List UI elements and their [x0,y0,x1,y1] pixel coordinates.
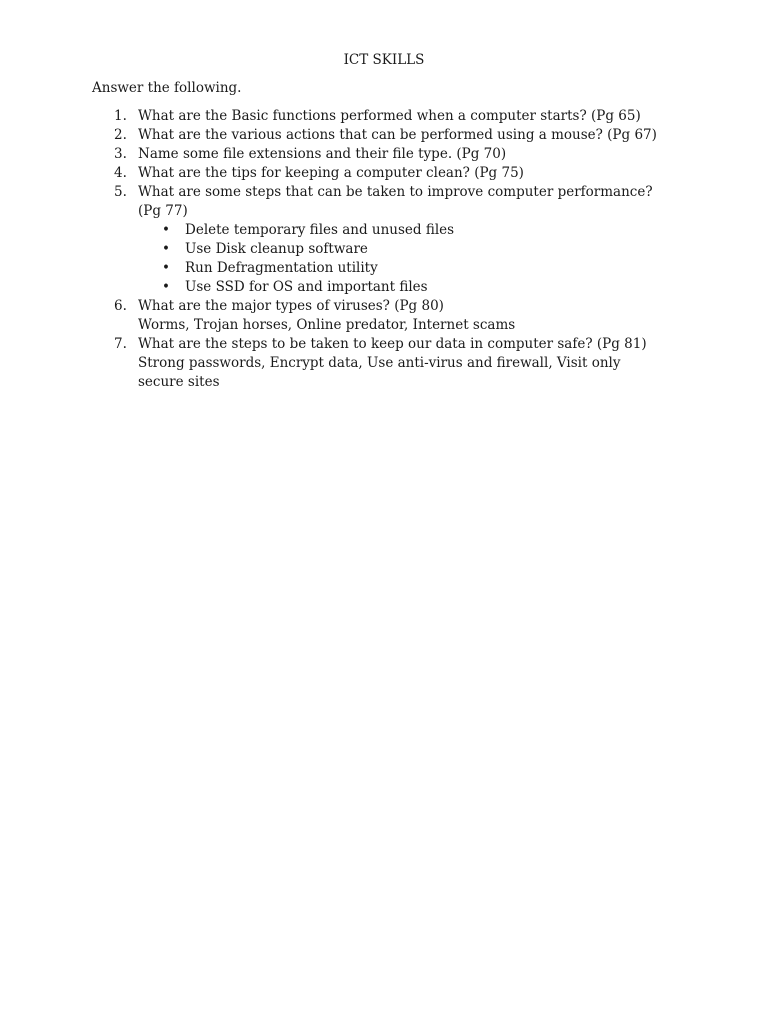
answer-text: Strong passwords, Encrypt data, Use anti-virus and firewall, Visit only secure sites [138,355,621,390]
bullet-text: Delete temporary files and unused files [185,222,455,238]
question-text: What are the steps to be taken to keep our data in computer safe? (Pg 81) [138,336,647,352]
bullet-marker: • [162,260,170,276]
question-list [0,107,768,392]
question-number: 3. [114,146,127,162]
question-number: 7. [114,336,127,352]
question-item [0,107,668,126]
question-text: Name some file extensions and their file type. (Pg 70) [138,146,507,162]
bullet-marker: • [162,222,170,238]
document-title: ICT SKILLS [343,52,425,68]
question-text: What are some steps that can be taken to improve computer performance? (Pg 77) [138,184,653,219]
answer-bullet-item [138,278,668,297]
question-number: 5. [114,184,127,200]
bullet-marker: • [162,241,170,257]
answer-text: Worms, Trojan horses, Online predator, Internet scams [138,317,516,333]
question-number: 4. [114,165,127,181]
question-text: What are the major types of viruses? (Pg 80) [138,298,444,314]
question-number: 6. [114,298,127,314]
question-text: What are the Basic functions performed when a computer starts? (Pg 65) [138,108,641,124]
answer-bullet-item [138,221,668,240]
question-item [0,297,668,335]
question-text: What are the various actions that can be performed using a mouse? (Pg 67) [138,127,657,143]
question-text: What are the tips for keeping a computer clean? (Pg 75) [138,165,524,181]
bullet-text: Use SSD for OS and important files [185,279,428,295]
instructions-text: Answer the following. [92,80,242,96]
answer-bullet-item [138,240,668,259]
question-item [0,126,668,145]
answer-bullet-list [138,221,668,297]
question-number: 2. [114,127,127,143]
question-item [0,145,668,164]
bullet-marker: • [162,279,170,295]
question-item [0,164,668,183]
question-item [0,335,668,392]
question-number: 1. [114,108,127,124]
bullet-text: Use Disk cleanup software [185,241,368,257]
question-item [0,183,668,297]
bullet-text: Run Defragmentation utility [185,260,378,276]
answer-bullet-item [138,259,668,278]
